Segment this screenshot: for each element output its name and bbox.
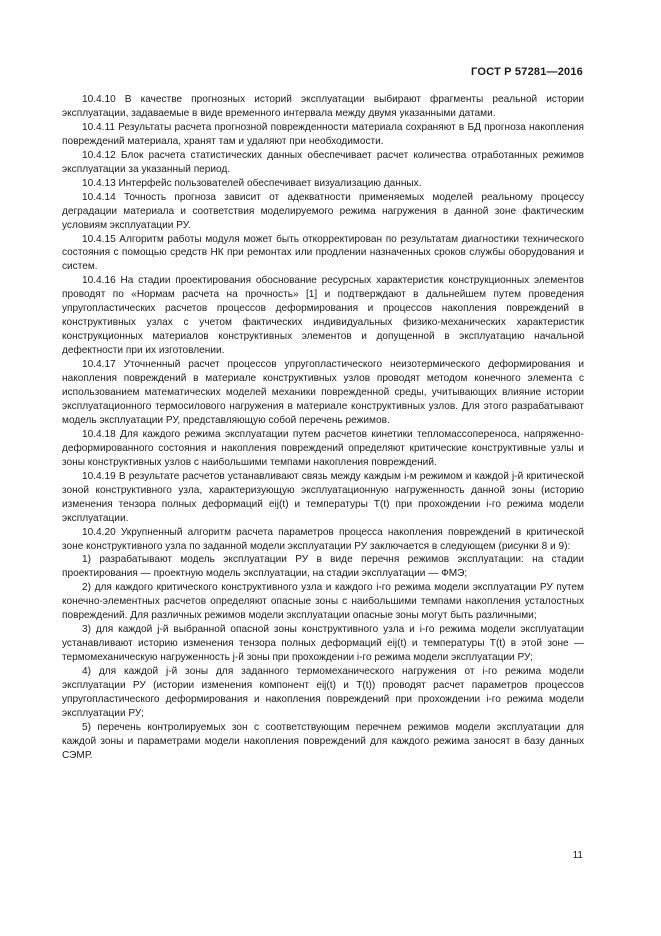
list-item-2: 2) для каждого критического конструктивного узла и каждого i-го режима модели эксплуатации РУ путем конечно-элементных расчетов определяют опасные зоны с наибольшими темпами накопления усталостных повреждений. Для различных режимов модели эксплуатации опасные зоны могут быть различными;	[62, 582, 584, 622]
paragraph-10-4-20: 10.4.20 Укрупненный алгоритм расчета параметров процесса накопления повреждений в критической зоне конструктивного узла по заданной модели эксплуатации РУ заключается в следующем (рисунки 8 и 9):	[62, 526, 584, 552]
list-item-3: 3) для каждой j-й выбранной опасной зоны конструктивного узла и i-го режима модели эксплуатации устанавливают историю изменения тензора полных деформаций eij(t) и температуры T(t) в этой зоне — термомеханическую нагруженность j-й зоны при прохождении i-го режима модели эксплуатации РУ;	[62, 624, 584, 664]
list-item-4: 4) для каждой j-й зоны для заданного термомеханического нагружения от i-го режима модели эксплуатации РУ (истории изменения компонент eij(t) и T(t)) проводят расчет параметров процессов упругопластического деформирования и накопления повреждений при прохождении i-го режима модели эксплуатации РУ;	[62, 666, 584, 719]
paragraph-10-4-16: 10.4.16 На стадии проектирования обоснование ресурсных характеристик конструкционных элементов проводят по «Нормам расчета на прочность» [1] и подтверждают в дальнейшем путем проведения упругопластических расчетов процессов деформирования и процессов накопления повреждений в конструктивных узлах с учетом фактических индивидуальных физико-механических характеристик конструкционных материалов конструктивных элементов и допущенной в эксплуатацию начальной дефектности при их изготовлении.	[62, 275, 584, 357]
paragraph-10-4-18: 10.4.18 Для каждого режима эксплуатации путем расчетов кинетики тепломассопереноса, напряженно-деформированного состояния и накопления повреждений определяют критические конструктивные узлы и зоны конструктивных узлов с наибольшими темпами накопления повреждений.	[62, 428, 584, 468]
paragraph-10-4-15: 10.4.15 Алгоритм работы модуля может быть откорректирован по результатам диагностики технического состояния с помощью средств НК при ремонтах или продлении назначенных сроков службы оборудования и систем.	[62, 233, 584, 273]
paragraph-10-4-17: 10.4.17 Уточненный расчет процессов упругопластического неизотермического деформирования и накопления повреждений в материале конструктивных узлов проводят методом конечного элемента с использованием математических моделей механики поврежденной среды, учитывающих влияние истории эксплуатационного термосилового нагружения в материале конструктивных узлов. Для этого разрабатывают модель эксплуатации РУ, представляющую собой перечень режимов.	[62, 359, 584, 426]
list-item-5: 5) перечень контролируемых зон с соответствующим перечнем режимов модели эксплуатации для каждой зоны и параметрами модели накопления повреждений для каждого режима заносят в базу данных СЭМР.	[62, 721, 584, 761]
document-header: ГОСТ Р 57281—2016	[471, 66, 583, 78]
list-item-1: 1) разрабатывают модель эксплуатации РУ в виде перечня режимов эксплуатации: на стадии проектирования — проектную модель эксплуатации, на стадии эксплуатации — ФМЭ;	[62, 554, 584, 580]
paragraph-10-4-14: 10.4.14 Точность прогноза зависит от адекватности применяемых моделей реальному процессу деградации материала и соответствия моделируемого режима нагружения в данной зоне фактическим условиям эксплуатации РУ.	[62, 191, 584, 231]
page-number: 11	[572, 850, 583, 861]
paragraph-10-4-12: 10.4.12 Блок расчета статистических данных обеспечивает расчет количества отработанных режимов эксплуатации за указанный период.	[62, 149, 584, 175]
body-text	[62, 93, 584, 763]
paragraph-10-4-19: 10.4.19 В результате расчетов устанавливают связь между каждым i-м режимом и каждой j-й критической зоной конструктивного узла, характеризующую эксплуатационную нагруженность данной зоны (историю изменения тензора полных деформаций eij(t) и температуры T(t) при прохождении i-го режима модели эксплуатации.	[62, 470, 584, 524]
paragraph-10-4-10: 10.4.10 В качестве прогнозных историй эксплуатации выбирают фрагменты реальной истории эксплуатации, задаваемые в виде временного интервала между двумя указанными датами.	[62, 94, 584, 119]
paragraph-10-4-11: 10.4.11 Результаты расчета прогнозной поврежденности материала сохраняют в БД прогноза накопления повреждений материала, хранят там и удаляют при необходимости.	[62, 121, 584, 147]
paragraph-10-4-13: 10.4.13 Интерфейс пользователей обеспечивает визуализацию данных.	[82, 177, 422, 189]
